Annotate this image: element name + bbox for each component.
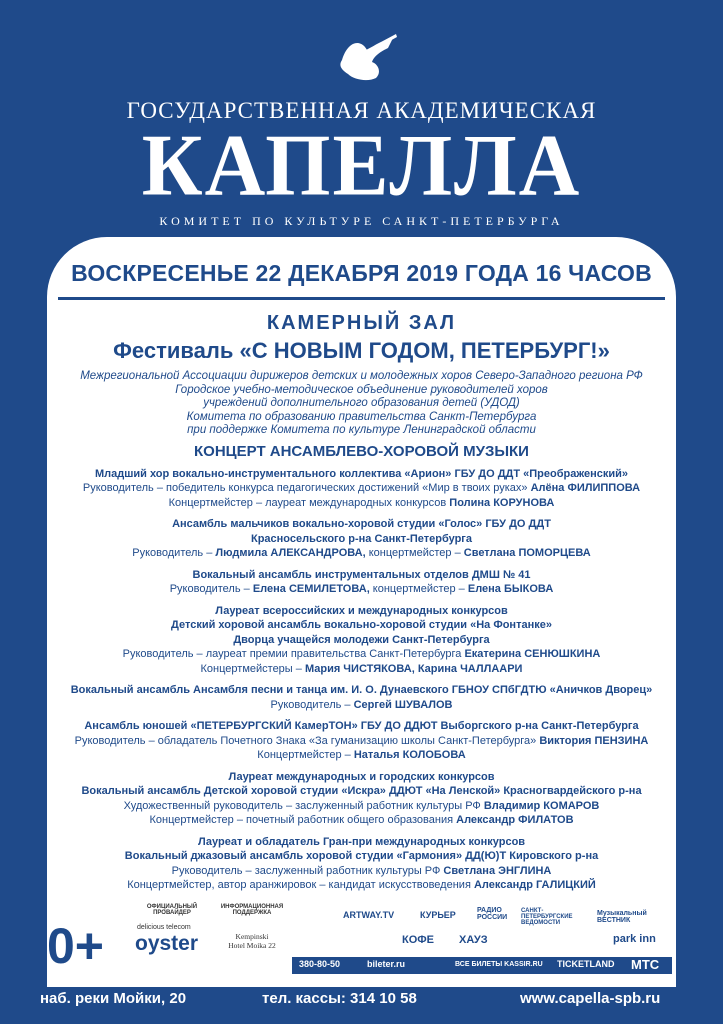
- performer-block: [47, 568, 676, 597]
- role: Руководитель – победитель конкурса педагогических достижений «Мир в твоих руках»: [82, 482, 531, 494]
- ensemble-name: Вокальный ансамбль инструментальных отделов ДМШ № 41: [192, 568, 531, 581]
- leader-line: [47, 481, 676, 496]
- phone-strip: 380-80-50: [299, 959, 341, 969]
- bileter-logo: bileter.ru: [367, 959, 406, 969]
- leader-line: [47, 799, 676, 814]
- official-provider-label: ОФИЦИАЛЬНЫЙ ПРОВАЙДЕР: [146, 904, 198, 916]
- leader-line: [47, 864, 676, 879]
- role: Руководитель –: [270, 698, 354, 711]
- accompanist-line: [47, 878, 676, 893]
- role: Руководитель – обладатель Почетного Знака «За гуманизацию школы Санкт-Петербурга»: [74, 734, 540, 747]
- footer-site[interactable]: www.capella-spb.ru: [520, 990, 661, 1007]
- ensemble-name: Ансамбль юношей «ПЕТЕРБУРГСКИЙ КамерТОН» ГБУ ДО ДДЮТ Выборгского р-на Санкт-Петербурга: [84, 720, 639, 732]
- accompanist-line: [47, 662, 676, 677]
- oyster-logo: oyster: [135, 932, 199, 955]
- person: Светлана ПОМОРЦЕВА: [463, 547, 591, 559]
- performer-block: [47, 770, 676, 828]
- mts-logo: МТС: [631, 957, 660, 972]
- angel-trumpet-emblem-icon: [330, 30, 400, 85]
- role: Руководитель – лауреат премии правительства Санкт-Петербурга: [122, 648, 465, 660]
- role: Руководитель – заслуженный работник культуры РФ: [171, 864, 444, 877]
- ensemble-name: Вокальный ансамбль Ансамбля песни и танца им. И. О. Дунаевского ГБНОУ СПбГДТЮ «Аничков Дворец»: [70, 684, 653, 696]
- header: [0, 0, 723, 250]
- organizer-line: при поддержке Комитета по культуре Ленинградской области: [187, 424, 536, 436]
- organizers: [47, 370, 676, 438]
- ensemble-name: Вокальный джазовый ансамбль хоровой студии «Гармония» ДД(Ю)Т Кировского р-на: [124, 850, 599, 862]
- kofe-logo: КОФЕ: [402, 934, 434, 946]
- capella-title: КАПЕЛЛА: [141, 116, 582, 215]
- leader-line: [47, 546, 676, 561]
- age-rating: 0+: [47, 918, 105, 974]
- performer-block: [47, 719, 676, 763]
- capella-subtitle: ГОСУДАРСТВЕННАЯ АКАДЕМИЧЕСКАЯ: [126, 98, 597, 123]
- ensemble-name: Лауреат всероссийских и международных конкурсов: [215, 604, 508, 617]
- role: концертмейстер –: [365, 547, 464, 559]
- concert-title: КОНЦЕРТ АНСАМБЛЕВО-ХОРОВОЙ МУЗЫКИ: [194, 442, 529, 460]
- accompanist-line: [47, 748, 676, 763]
- performer-block: [47, 683, 676, 712]
- info-support-label: ИНФОРМАЦИОННАЯ ПОДДЕРЖКА: [220, 904, 284, 916]
- poster-content: [47, 250, 676, 893]
- role: Концертмейстер –: [257, 749, 354, 761]
- person: Светлана ЭНГЛИНА: [443, 864, 552, 877]
- parkinn-logo: park inn: [613, 933, 656, 945]
- ensemble-name: Лауреат международных и городских конкурсов: [228, 770, 495, 783]
- performer-block: [47, 517, 676, 561]
- person: Людмила АЛЕКСАНДРОВА,: [215, 547, 366, 559]
- accompanist-line: [47, 496, 676, 511]
- role: Руководитель –: [132, 547, 216, 559]
- leader-line: [47, 734, 676, 749]
- person: Алёна ФИЛИППОВА: [530, 482, 641, 494]
- organizer-line: Комитета по образованию правительства Санкт-Петербурга: [186, 410, 537, 423]
- accompanist-line: [47, 813, 676, 828]
- ensemble-name: Красносельского р-на Санкт-Петербурга: [250, 532, 473, 545]
- ensemble-name: Детский хоровой ансамбль вокально-хоровой студии «На Фонтанке»: [171, 619, 552, 631]
- person: Елена СЕМИЛЕТОВА,: [252, 583, 370, 595]
- leader-line: [47, 582, 676, 597]
- footer-phone: тел. кассы: 314 10 58: [262, 990, 417, 1007]
- ensemble-name: Дворца учащейся молодежи Санкт-Петербурга: [233, 633, 490, 646]
- kassir-logo: ВСЕ БИЛЕТЫ KASSIR.RU: [455, 961, 543, 968]
- role: Концертмейстер – лауреат международных конкурсов: [168, 496, 450, 509]
- ensemble-name: Младший хор вокально-инструментального коллектива «Арион» ГБУ ДО ДДТ «Преображенский»: [94, 467, 629, 480]
- delicious-telecom-logo: delicious telecom: [137, 924, 191, 931]
- radio-rossii-logo: РАДИО РОССИИ: [477, 907, 508, 921]
- role: Концертмейстеры –: [200, 662, 305, 675]
- person: Мария ЧИСТЯКОВА, Карина ЧАЛЛААРИ: [304, 662, 523, 675]
- haus-logo: ХАУЗ: [459, 934, 488, 946]
- role: Концертмейстер – почетный работник общего образования: [149, 814, 457, 826]
- person: Александр ГАЛИЦКИЙ: [473, 879, 596, 891]
- role: концертмейстер –: [369, 583, 468, 595]
- ensemble-name: Лауреат и обладатель Гран-при международных конкурсов: [197, 835, 526, 848]
- performer-block: [47, 835, 676, 893]
- person: Полина КОРУНОВА: [449, 496, 555, 509]
- organizer-line: учреждений дополнительного образования детей (УДОД): [203, 397, 520, 409]
- leader-line: [47, 698, 676, 713]
- performer-block: [47, 467, 676, 511]
- performer-block: [47, 604, 676, 677]
- organizer-line: Городское учебно-методическое объединение руководителей хоров: [175, 383, 548, 396]
- organizer-line: Межрегиональной Ассоциации дирижеров детских и молодежных хоров Северо-Западного региона РФ: [80, 370, 643, 382]
- ensemble-name: Вокальный ансамбль Детской хоровой студии «Искра» ДДЮТ «На Ленской» Красногвардейского р-на: [81, 785, 642, 797]
- person: Виктория ПЕНЗИНА: [539, 734, 649, 747]
- person: Елена БЫКОВА: [467, 583, 554, 595]
- artway-logo: ARTWAY.TV: [343, 910, 395, 920]
- person: Владимир КОМАРОВ: [483, 799, 600, 812]
- sponsors-bar: [47, 902, 676, 987]
- leader-line: [47, 647, 676, 662]
- kempinski-logo: Kempinski Hotel Moika 22: [228, 932, 276, 950]
- footer: [0, 990, 723, 1024]
- hall-name: КАМЕРНЫЙ ЗАЛ: [266, 312, 457, 334]
- role: Руководитель –: [169, 583, 253, 595]
- role: Концертмейстер, автор аранжировок – кандидат искусствоведения: [127, 879, 474, 891]
- person: Сергей ШУВАЛОВ: [353, 698, 453, 711]
- event-date: ВОСКРЕСЕНЬЕ 22 ДЕКАБРЯ 2019 ГОДА 16 ЧАСОВ: [71, 260, 652, 286]
- kurier-logo: КУРЬЕР: [420, 910, 456, 920]
- ensemble-name: Ансамбль мальчиков вокально-хоровой студии «Голос» ГБУ ДО ДДТ: [172, 518, 551, 530]
- ticketland-logo: TICKETLAND: [557, 959, 615, 969]
- person: Наталья КОЛОБОВА: [353, 749, 466, 761]
- festival-title: Фестиваль «С НОВЫМ ГОДОМ, ПЕТЕРБУРГ!»: [113, 338, 610, 363]
- role: Художественный руководитель – заслуженный работник культуры РФ: [123, 799, 484, 812]
- vedomosti-logo: САНКТ-ПЕТЕРБУРГСКИЕ ВЕДОМОСТИ: [521, 908, 573, 926]
- person: Екатерина СЕНЮШКИНА: [464, 648, 601, 660]
- footer-address: наб. реки Мойки, 20: [40, 990, 187, 1007]
- vestnik-logo: Музыкальный ВЕСТНИК: [597, 910, 647, 924]
- committee-line: КОМИТЕТ ПО КУЛЬТУРЕ САНКТ-ПЕТЕРБУРГА: [159, 214, 564, 228]
- divider: [58, 297, 665, 300]
- person: Александр ФИЛАТОВ: [456, 814, 574, 826]
